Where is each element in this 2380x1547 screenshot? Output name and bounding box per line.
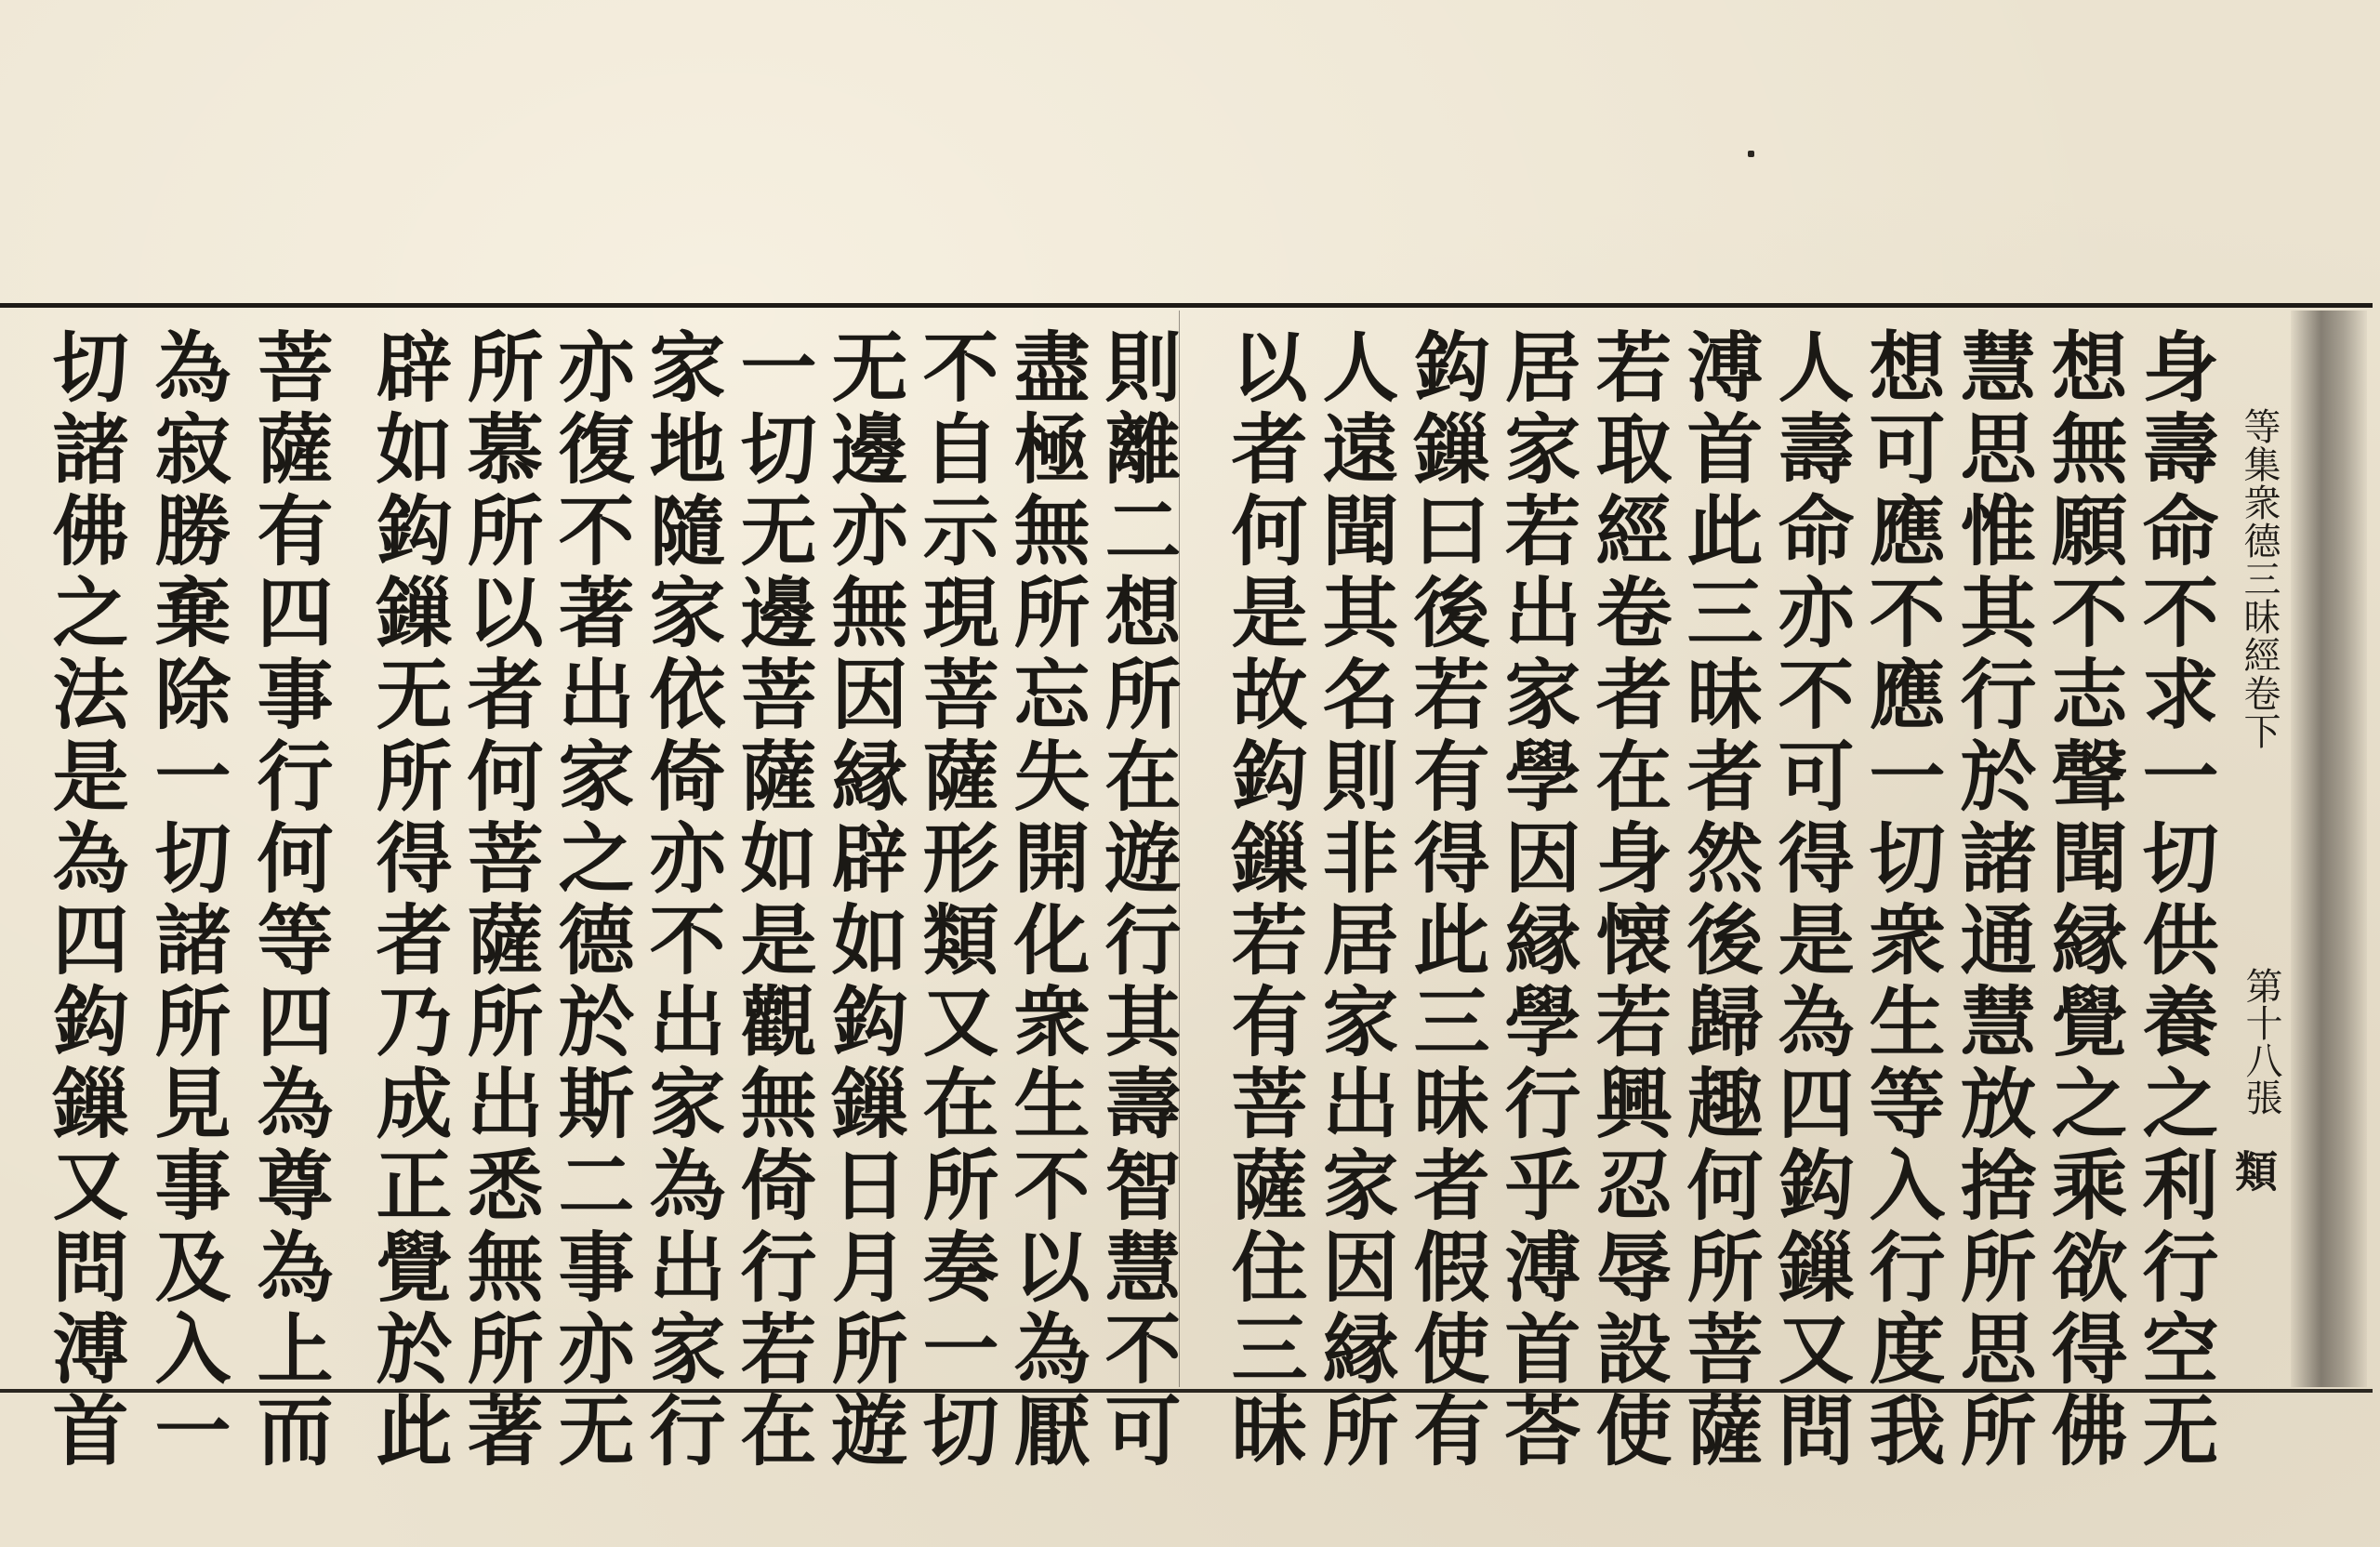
text-column-23: 切諸佛之法是為四鈎鏁又問溥首 xyxy=(40,327,129,1473)
text-column-19: 所慕所以者何菩薩所出悉無所著 xyxy=(455,327,544,1473)
text-column-18: 亦復不著出家之德於斯二事亦无 xyxy=(546,327,635,1473)
text-column-20: 辟如鈎鏁无所得者乃成正覺於此 xyxy=(364,327,453,1473)
text-column-12: 則離二想所在遊行其壽智慧不可 xyxy=(1092,327,1182,1473)
text-column-13: 盡極無所忘失開化衆生不以為厭 xyxy=(1001,327,1091,1473)
ink-speck xyxy=(1748,151,1754,157)
sutra-title-header: 等集衆德三昧經卷下 xyxy=(2238,407,2281,750)
text-column-1: 身壽命不求一切供養之利行空无 xyxy=(2130,327,2219,1473)
collation-mark: 類 xyxy=(2228,1149,2279,1192)
text-column-17: 家地隨家依倚亦不出家為出家行 xyxy=(637,327,726,1473)
page-number: 第十八張 xyxy=(2240,967,2282,1116)
text-column-3: 慧思惟其行於諸通慧放捨所思所 xyxy=(1948,327,2037,1473)
text-column-4: 想可應不應一切衆生等入行度我 xyxy=(1857,327,1946,1473)
block-edge-shading xyxy=(2291,311,2367,1387)
text-column-8: 居家若出家學因縁學行乎溥首荅 xyxy=(1492,327,1581,1473)
text-column-6: 溥首此三昧者然後歸趣何所菩薩 xyxy=(1674,327,1764,1473)
text-column-10: 人遠聞其名則非居家出家因縁所 xyxy=(1310,327,1399,1473)
text-column-21: 菩薩有四事行何等四為尊為上而 xyxy=(245,327,334,1473)
text-column-11: 以者何是故鈎鏁若有菩薩住三昧 xyxy=(1219,327,1308,1473)
text-column-15: 无邊亦無因縁辟如鈎鏁日月所遊 xyxy=(819,327,908,1473)
text-column-9: 鈎鏁曰後若有得此三昧者假使有 xyxy=(1401,327,1490,1473)
text-column-7: 若取經卷者在身懐若興忍辱設使 xyxy=(1583,327,1673,1473)
text-column-22: 為寂勝棄除一切諸所見事及入一 xyxy=(142,327,231,1473)
text-column-14: 不自示現菩薩形類又在所奏一切 xyxy=(910,327,999,1473)
text-column-5: 人壽命亦不可得是為四鈎鏁又問 xyxy=(1765,327,1855,1473)
text-column-16: 一切无邊菩薩如是觀無倚行若在 xyxy=(728,327,817,1473)
text-column-2: 想無願不志聲聞縁覺之乘欲得佛 xyxy=(2039,327,2128,1473)
